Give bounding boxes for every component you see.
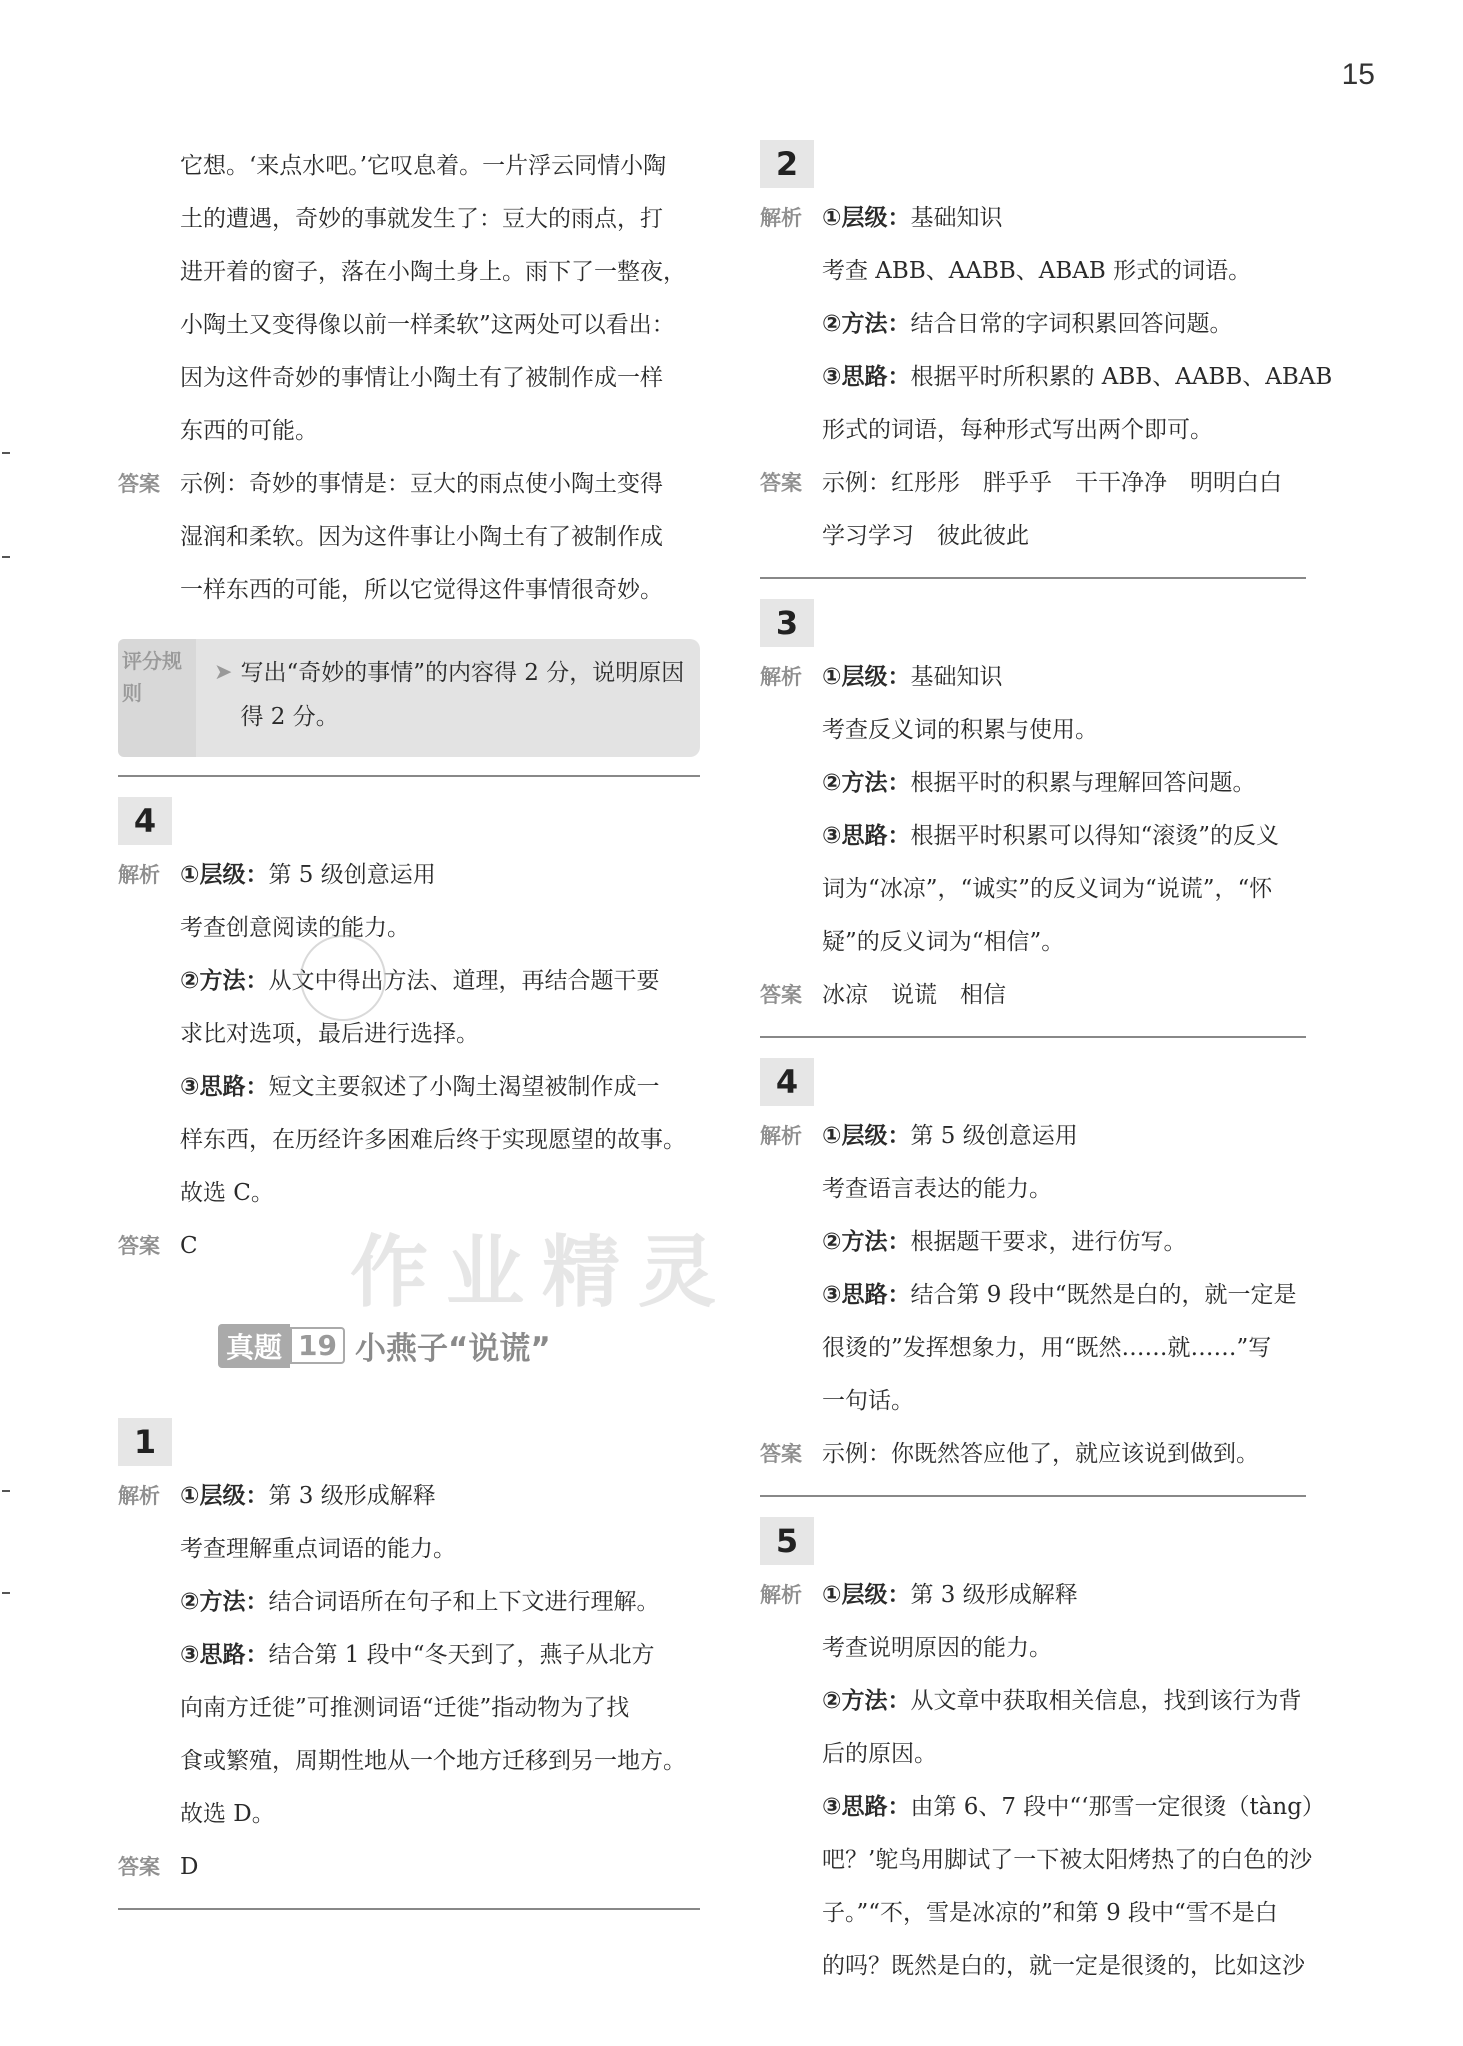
thinking-line (760, 1269, 1306, 1322)
method-text: 根据平时的积累与理解回答问题。 (910, 770, 1256, 796)
level-description: 考查语言表达的能力。 (822, 1176, 1052, 1202)
analysis-row (118, 849, 700, 902)
scoring-rules-content (196, 639, 700, 757)
method-line (760, 1675, 1306, 1728)
level-description: 考查反义词的积累与使用。 (822, 717, 1098, 743)
method-label: ②方法： (822, 1688, 911, 1714)
question-number: 2 (760, 140, 814, 188)
thinking-text: 故选 D。 (180, 1801, 275, 1827)
method-line (118, 955, 700, 1008)
thinking-text: 很烫的”发挥想象力，用“既然……就……”写 (822, 1335, 1272, 1361)
answer-text: 示例：奇妙的事情是：豆大的雨点使小陶土变得 (180, 471, 663, 497)
divider (760, 1036, 1306, 1038)
section-number: 19 (290, 1327, 345, 1364)
level-text: 基础知识 (910, 205, 1003, 231)
right-column (760, 140, 1333, 1993)
analysis-label: 解析 (760, 1124, 802, 1148)
thinking-line (760, 351, 1333, 404)
level-description: 考查说明原因的能力。 (822, 1635, 1052, 1661)
thinking-text: 食或繁殖，周期性地从一个地方迁移到另一地方。 (180, 1748, 686, 1774)
analysis-label: 解析 (760, 665, 802, 689)
method-text: 从文中得出方法、道理，再结合题干要 (268, 968, 660, 994)
thinking-line (118, 1061, 700, 1114)
thinking-text: 结合第 1 段中“冬天到了，燕子从北方 (268, 1642, 655, 1668)
analysis-row (760, 651, 1306, 704)
level-label: ①层级： (822, 1582, 911, 1608)
text-line: 小陶土又变得像以前一样柔软”这两处可以看出： (180, 312, 675, 338)
level-label: ①层级： (180, 862, 269, 888)
scan-edge-mark (2, 556, 10, 558)
page-number: 15 (1341, 58, 1375, 91)
passage-continuation (118, 140, 700, 458)
method-label: ②方法： (822, 1229, 911, 1255)
question-number: 4 (118, 797, 172, 845)
method-text: 从文章中获取相关信息，找到该行为背 (910, 1688, 1302, 1714)
method-line (760, 1216, 1306, 1269)
analysis-label: 解析 (760, 206, 802, 230)
thinking-text: 故选 C。 (180, 1180, 274, 1206)
watermark-stamp (300, 935, 386, 1021)
section-name: 小燕子“说谎” (354, 1331, 551, 1367)
analysis-label: 解析 (760, 1583, 802, 1607)
answer-text: 示例：你既然答应他了，就应该说到做到。 (822, 1441, 1259, 1467)
question-number: 1 (118, 1418, 172, 1466)
answer-row (118, 458, 700, 511)
analysis-row (760, 192, 1306, 245)
text-line: 它想。‘来点水吧。’它叹息着。一片浮云同情小陶 (180, 153, 667, 179)
divider (760, 1495, 1306, 1497)
thinking-line (118, 1629, 700, 1682)
thinking-label: ③思路： (822, 364, 911, 390)
answer-row (118, 1841, 700, 1894)
thinking-line (760, 810, 1306, 863)
thinking-label: ③思路： (822, 1282, 911, 1308)
level-text: 第 3 级形成解释 (910, 1582, 1078, 1608)
text-line: 进开着的窗子，落在小陶土身上。雨下了一整夜， (180, 259, 686, 285)
method-label: ②方法： (180, 968, 269, 994)
question-number: 3 (760, 599, 814, 647)
level-text: 第 5 级创意运用 (268, 862, 436, 888)
level-text: 第 5 级创意运用 (910, 1123, 1078, 1149)
level-label: ①层级： (822, 664, 911, 690)
level-text: 第 3 级形成解释 (268, 1483, 436, 1509)
thinking-text: 根据平时所积累的 ABB、AABB、ABAB (910, 364, 1333, 390)
text-line: 因为这件奇妙的事情让小陶土有了被制作成一样 (180, 365, 663, 391)
answer-text: 一样东西的可能，所以它觉得这件事情很奇妙。 (180, 577, 663, 603)
answer-text: 冰凉 说谎 相信 (822, 982, 1006, 1008)
thinking-label: ③思路： (180, 1642, 269, 1668)
answer-label: 答案 (118, 1855, 160, 1879)
answer-text: 湿润和柔软。因为这件事让小陶土有了被制作成 (180, 524, 663, 550)
thinking-text: 疑”的反义词为“相信”。 (822, 929, 1065, 955)
answer-text: D (180, 1854, 199, 1880)
method-line (760, 757, 1306, 810)
thinking-text: 一句话。 (822, 1388, 914, 1414)
answer-text: 示例：红彤彤 胖乎乎 干干净净 明明白白 (822, 470, 1282, 496)
text-line: 土的遭遇，奇妙的事就发生了：豆大的雨点，打 (180, 206, 663, 232)
divider (760, 577, 1306, 579)
level-description: 考查创意阅读的能力。 (180, 915, 410, 941)
thinking-line (760, 1781, 1325, 1834)
thinking-text: 词为“冰凉”，“诚实”的反义词为“说谎”，“怀 (822, 876, 1273, 902)
thinking-text: 的吗？既然是白的，就一定是很烫的，比如这沙 (822, 1953, 1305, 1979)
divider (118, 1908, 700, 1910)
thinking-text: 短文主要叙述了小陶土渴望被制作成一 (268, 1074, 660, 1100)
method-line (760, 298, 1306, 351)
answer-label: 答案 (760, 471, 802, 495)
analysis-row (760, 1569, 1306, 1622)
thinking-text: 吧？’鸵鸟用脚试了一下被太阳烤热了的白色的沙 (822, 1847, 1313, 1873)
level-label: ①层级： (822, 1123, 911, 1149)
level-label: ①层级： (822, 205, 911, 231)
watermark: 作业精灵 (350, 1228, 735, 1318)
method-label: ②方法： (822, 770, 911, 796)
answer-label: 答案 (118, 472, 160, 496)
level-description: 考查 ABB、AABB、ABAB 形式的词语。 (822, 258, 1252, 284)
answer-row (760, 1428, 1306, 1481)
arrow-right-icon: ➤ (214, 660, 233, 685)
scoring-rules-tag: 评分规则 (118, 639, 196, 757)
thinking-text: 结合第 9 段中“既然是白的，就一定是 (910, 1282, 1297, 1308)
thinking-text: 向南方迁徙”可推测词语“迁徙”指动物为了找 (180, 1695, 630, 1721)
thinking-text: 样东西，在历经许多困难后终于实现愿望的故事。 (180, 1127, 686, 1153)
thinking-text: 由第 6、7 段中“‘那雪一定很烫（tàng） (910, 1794, 1325, 1820)
thinking-text: 形式的词语，每种形式写出两个即可。 (822, 417, 1213, 443)
analysis-label: 解析 (118, 1484, 160, 1508)
answer-row (760, 969, 1306, 1022)
question-number: 5 (760, 1517, 814, 1565)
answer-label: 答案 (760, 983, 802, 1007)
method-label: ②方法： (180, 1589, 269, 1615)
scan-edge-mark (2, 452, 10, 454)
answer-text: C (180, 1233, 198, 1259)
scoring-rules-box (118, 639, 700, 757)
thinking-text: 子。”“不，雪是冰凉的”和第 9 段中“雪不是白 (822, 1900, 1278, 1926)
answer-label: 答案 (760, 1442, 802, 1466)
method-text: 结合日常的字词积累回答问题。 (910, 311, 1233, 337)
method-text: 结合词语所在句子和上下文进行理解。 (268, 1589, 660, 1615)
thinking-label: ③思路： (822, 1794, 911, 1820)
text-line: 东西的可能。 (180, 418, 318, 444)
question-number: 4 (760, 1058, 814, 1106)
answer-text: 学习学习 彼此彼此 (822, 523, 1029, 549)
divider (118, 775, 700, 777)
answer-row (760, 457, 1306, 510)
level-description: 考查理解重点词语的能力。 (180, 1536, 456, 1562)
section-tag: 真题 (218, 1324, 290, 1368)
scan-edge-mark (2, 1490, 10, 1492)
analysis-label: 解析 (118, 863, 160, 887)
scoring-rules-text: 写出“奇妙的事情”的内容得 2 分，说明原因得 2 分。 (240, 660, 685, 730)
analysis-row (118, 1470, 700, 1523)
answer-label: 答案 (118, 1234, 160, 1258)
level-label: ①层级： (180, 1483, 269, 1509)
left-column (118, 140, 700, 1910)
scan-edge-mark (2, 1592, 10, 1594)
thinking-label: ③思路： (180, 1074, 269, 1100)
section-title (218, 1323, 700, 1368)
method-label: ②方法： (822, 311, 911, 337)
method-line (118, 1576, 700, 1629)
thinking-label: ③思路： (822, 823, 911, 849)
method-text: 后的原因。 (822, 1741, 937, 1767)
method-text: 根据题干要求，进行仿写。 (910, 1229, 1187, 1255)
level-text: 基础知识 (910, 664, 1003, 690)
thinking-text: 根据平时积累可以得知“滚烫”的反义 (910, 823, 1280, 849)
method-text: 求比对选项，最后进行选择。 (180, 1021, 479, 1047)
analysis-row (760, 1110, 1306, 1163)
